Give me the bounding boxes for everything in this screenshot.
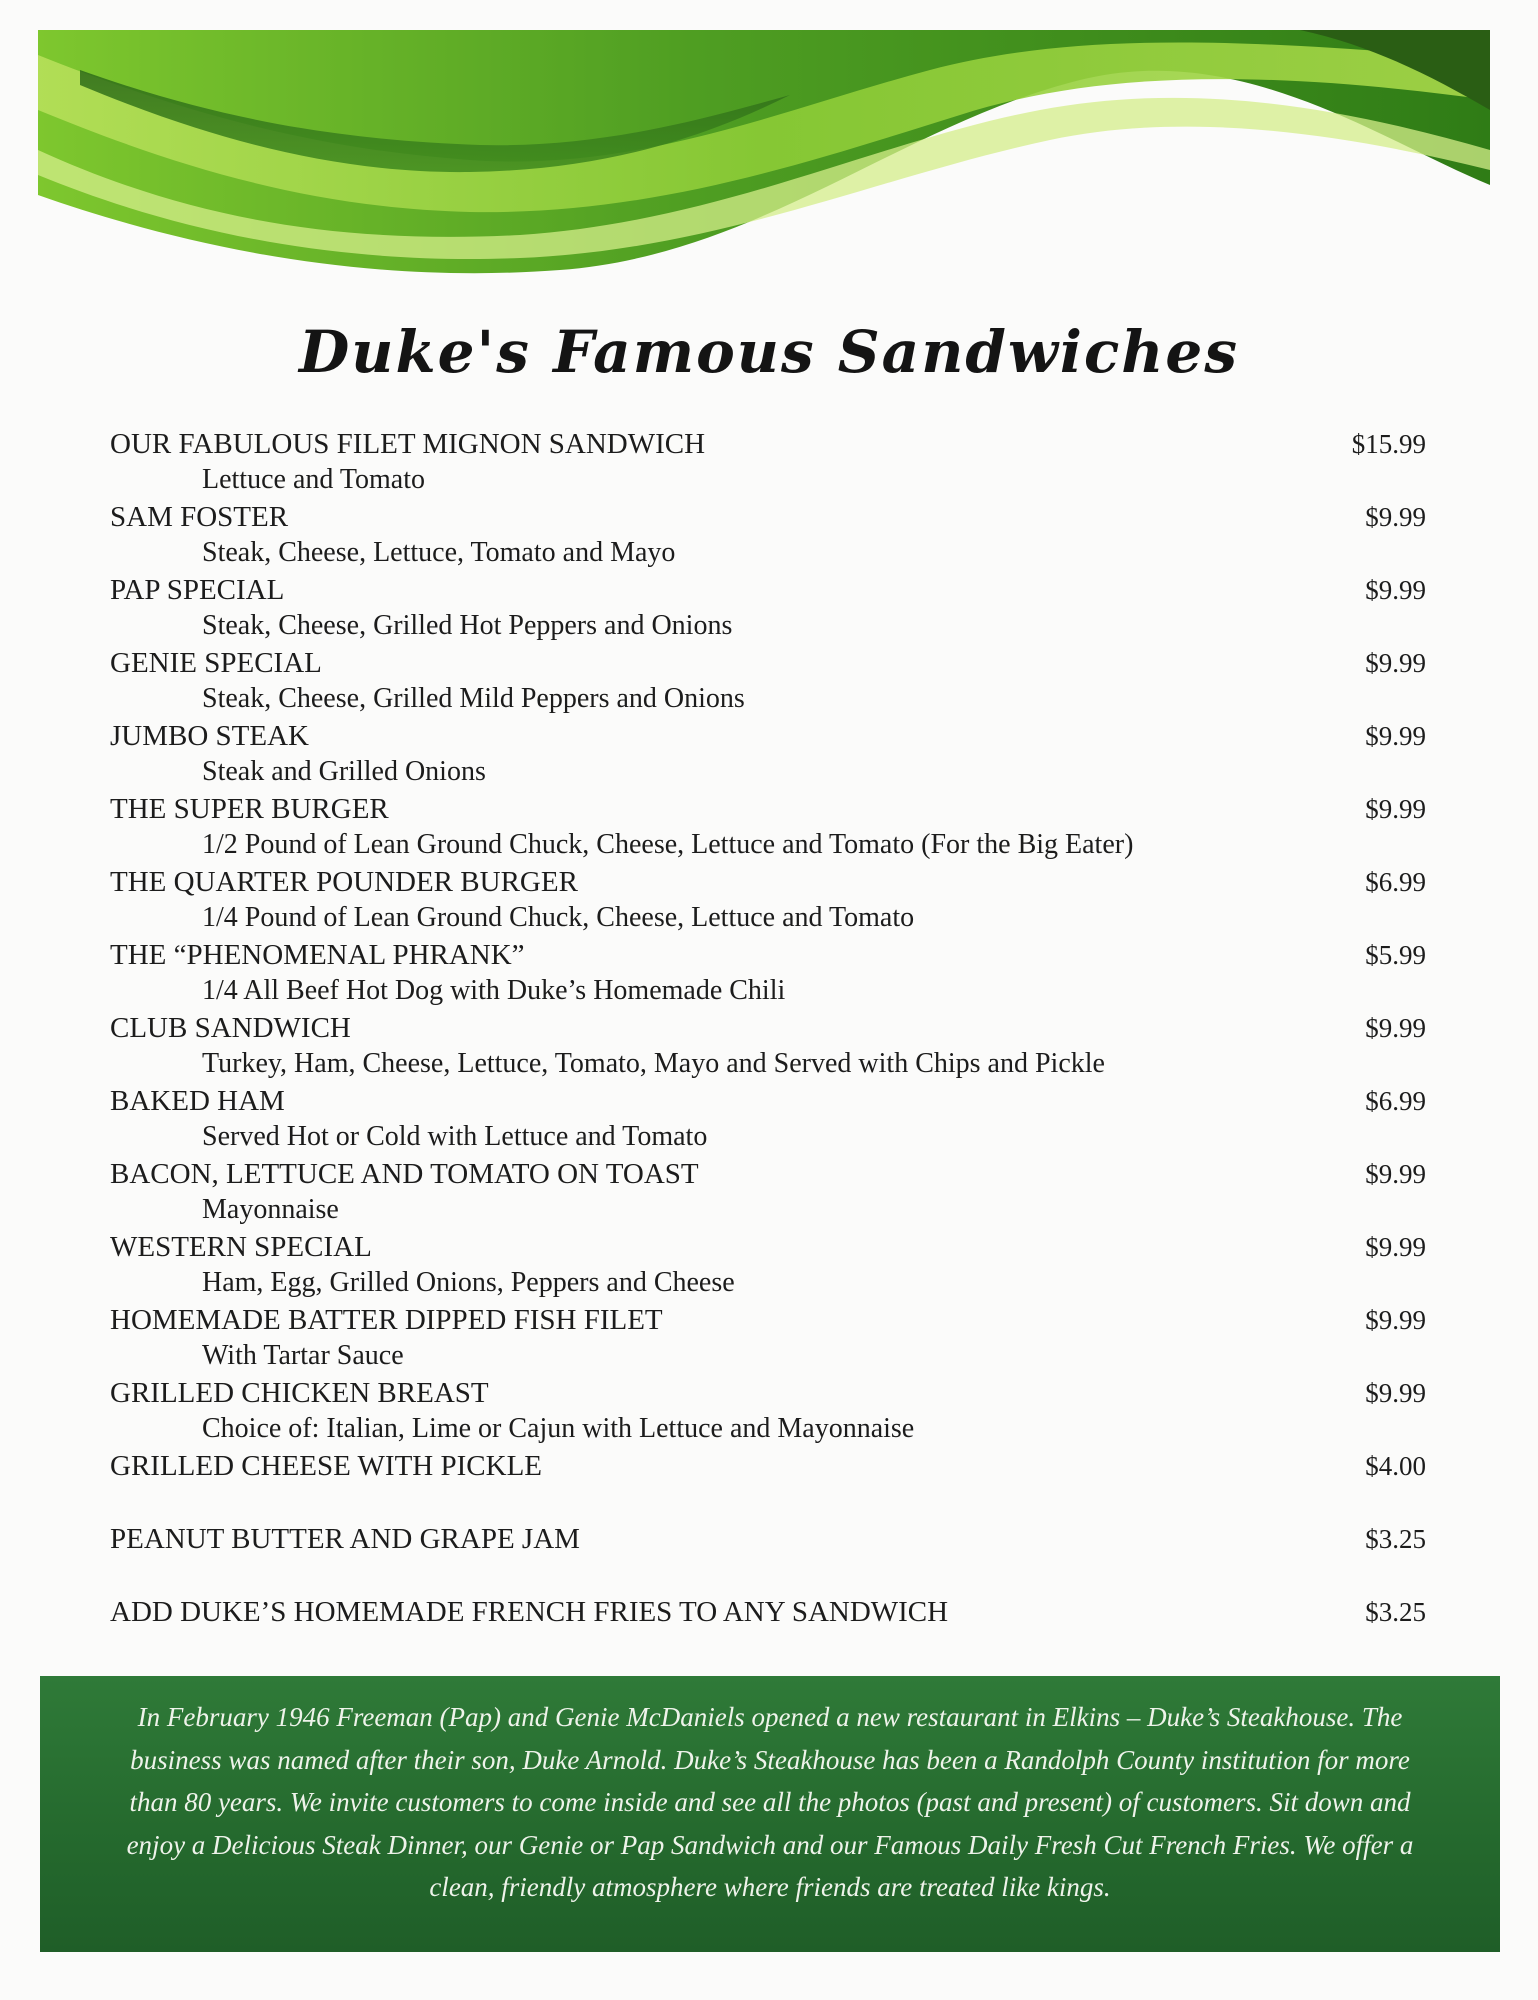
menu-item-price: $9.99 [1365, 575, 1426, 605]
menu-item-price: $6.99 [1365, 1086, 1426, 1116]
menu-item-description: 1/4 Pound of Lean Ground Chuck, Cheese, Lettuce and Tomato [202, 902, 915, 933]
menu-item-name: CLUB SANDWICH [110, 1012, 351, 1044]
menu-item-price: $3.25 [1365, 1597, 1426, 1627]
menu-item-description: Choice of: Italian, Lime or Cajun with Lettuce and Mayonnaise [202, 1413, 915, 1444]
history-text: In February 1946 Freeman (Pap) and Genie McDaniels opened a new restaurant in Elkins – Duke’s Steakhouse. The business was named after their son, Duke Arnold. Duke’s Steakhouse has been a Randolph County institution for more than 80 years. We invite customers to come inside and see all the photos (past and present) of customers. Sit down and enjoy a Delicious Steak Dinner, our Genie or Pap Sandwich and our Famous Daily Fresh Cut French Fries. We offer a clean, friendly atmosphere where friends are treated like kings. [126, 1702, 1414, 1902]
menu-item-description: Steak, Cheese, Lettuce, Tomato and Mayo [202, 537, 676, 568]
menu-item-name: BAKED HAM [110, 1085, 285, 1117]
menu-item-description: Ham, Egg, Grilled Onions, Peppers and Cheese [202, 1267, 735, 1298]
menu-item-description: Steak, Cheese, Grilled Mild Peppers and Onions [202, 683, 745, 714]
menu-item-name: THE “PHENOMENAL PHRANK” [110, 939, 525, 971]
menu-item-price: $9.99 [1365, 794, 1426, 824]
page-title: Duke's Famous Sandwiches [298, 318, 1239, 386]
menu-item-description: 1/2 Pound of Lean Ground Chuck, Cheese, Lettuce and Tomato (For the Big Eater) [202, 829, 1134, 860]
menu-item-name: BACON, LETTUCE AND TOMATO ON TOAST [110, 1158, 699, 1190]
menu-item-price: $6.99 [1365, 867, 1426, 897]
menu-item-price: $9.99 [1365, 502, 1426, 532]
menu-item-price: $9.99 [1365, 1013, 1426, 1043]
menu-item-price: $9.99 [1365, 1232, 1426, 1262]
menu-item-name: HOMEMADE BATTER DIPPED FISH FILET [110, 1304, 663, 1336]
menu-item-description: With Tartar Sauce [202, 1340, 404, 1371]
menu-item-description: Mayonnaise [202, 1194, 339, 1225]
menu-item-price: $9.99 [1365, 1378, 1426, 1408]
menu-item-price: $9.99 [1365, 1159, 1426, 1189]
menu-item-description: Served Hot or Cold with Lettuce and Tomato [202, 1121, 708, 1152]
menu-item-description: Turkey, Ham, Cheese, Lettuce, Tomato, Mayo and Served with Chips and Pickle [202, 1048, 1105, 1079]
menu-item-description: Steak, Cheese, Grilled Hot Peppers and Onions [202, 610, 733, 641]
menu-item-name: GRILLED CHICKEN BREAST [110, 1377, 489, 1409]
menu-item-price: $5.99 [1365, 940, 1426, 970]
menu-item-name: THE QUARTER POUNDER BURGER [110, 866, 578, 898]
menu-item-name: SAM FOSTER [110, 501, 289, 533]
menu-item-name: PEANUT BUTTER AND GRAPE JAM [110, 1523, 580, 1555]
menu-item-description: Lettuce and Tomato [202, 464, 426, 495]
menu-item-name: ADD DUKE’S HOMEMADE FRENCH FRIES TO ANY SANDWICH [110, 1596, 949, 1628]
menu-item-name: GENIE SPECIAL [110, 647, 322, 679]
menu-item-price: $15.99 [1351, 429, 1426, 459]
history-box [40, 1676, 1500, 1952]
menu-item-name: GRILLED CHEESE WITH PICKLE [110, 1450, 542, 1482]
menu-item-price: $9.99 [1365, 721, 1426, 751]
menu-item-name: WESTERN SPECIAL [110, 1231, 372, 1263]
menu-item-price: $9.99 [1365, 648, 1426, 678]
menu-item-description: 1/4 All Beef Hot Dog with Duke’s Homemade Chili [202, 975, 786, 1006]
menu-item-name: JUMBO STEAK [110, 720, 309, 752]
menu-item-price: $3.25 [1365, 1524, 1426, 1554]
menu-item-name: PAP SPECIAL [110, 574, 285, 606]
menu-item-price: $9.99 [1365, 1305, 1426, 1335]
menu-item-name: THE SUPER BURGER [110, 793, 389, 825]
menu-item-description: Steak and Grilled Onions [202, 756, 486, 787]
menu-item-name: OUR FABULOUS FILET MIGNON SANDWICH [110, 428, 706, 460]
menu-item-price: $4.00 [1365, 1451, 1426, 1481]
